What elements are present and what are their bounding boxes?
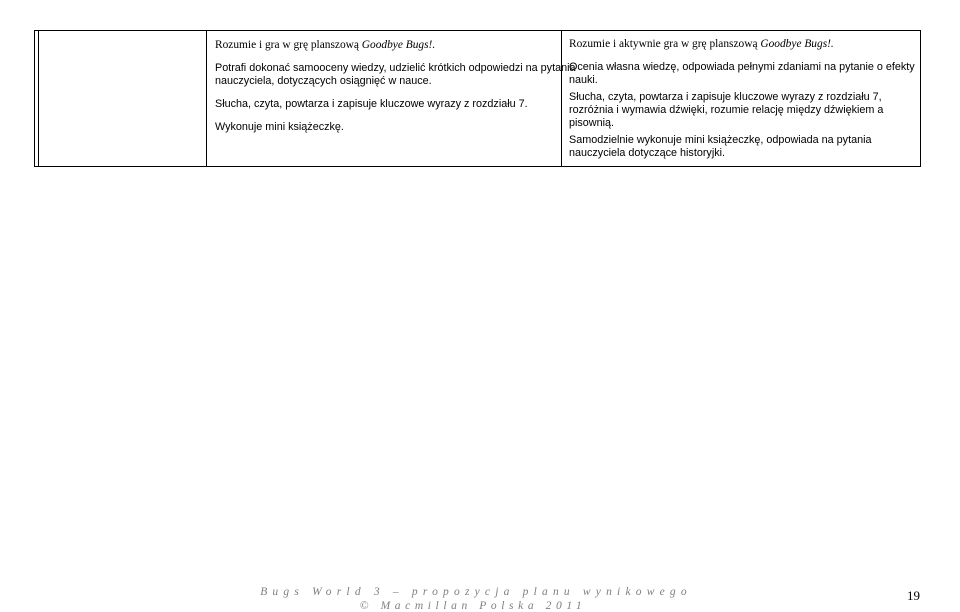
left-column: [208, 31, 592, 166]
left-goal-1: Rozumie i gra w grę planszową Goodbye Bugs!.: [215, 39, 436, 51]
right-goal-3: Słucha, czyta, powtarza i zapisuje kluczowe wyrazy z rozdziału 7, rozróżnia i wymawia dźwięki, rozumie relację między dźwiękiem a pisownią.: [569, 91, 884, 129]
right-column: [563, 31, 920, 166]
table-divider-1: [206, 31, 207, 166]
footer-title: Bugs World 3 – propozycja planu wynikowego: [260, 586, 692, 598]
page-number: 19: [907, 588, 920, 603]
content-table: [34, 30, 921, 167]
left-goal-2: Potrafi dokonać samooceny wiedzy, udzielić krótkich odpowiedzi na pytania nauczyciela, dotyczących osiągnięć w nauce.: [215, 62, 576, 87]
table-border-inner: [38, 31, 39, 166]
footer-copyright: © Macmillan Polska 2011: [359, 600, 587, 612]
table-border-right: [920, 31, 921, 166]
left-goal-3: Słucha, czyta, powtarza i zapisuje kluczowe wyrazy z rozdziału 7.: [215, 98, 528, 110]
right-goal-4: Samodzielnie wykonuje mini książeczkę, odpowiada na pytania nauczyciela dotyczące historyjki.: [569, 134, 872, 159]
right-goal-2: Ocenia własna wiedzę, odpowiada pełnymi zdaniami na pytanie o efekty nauki.: [569, 61, 915, 86]
left-goal-4: Wykonuje mini książeczkę.: [215, 121, 344, 133]
table-border-left: [34, 31, 35, 166]
right-goal-1: Rozumie i aktywnie gra w grę planszową Goodbye Bugs!.: [569, 38, 834, 50]
